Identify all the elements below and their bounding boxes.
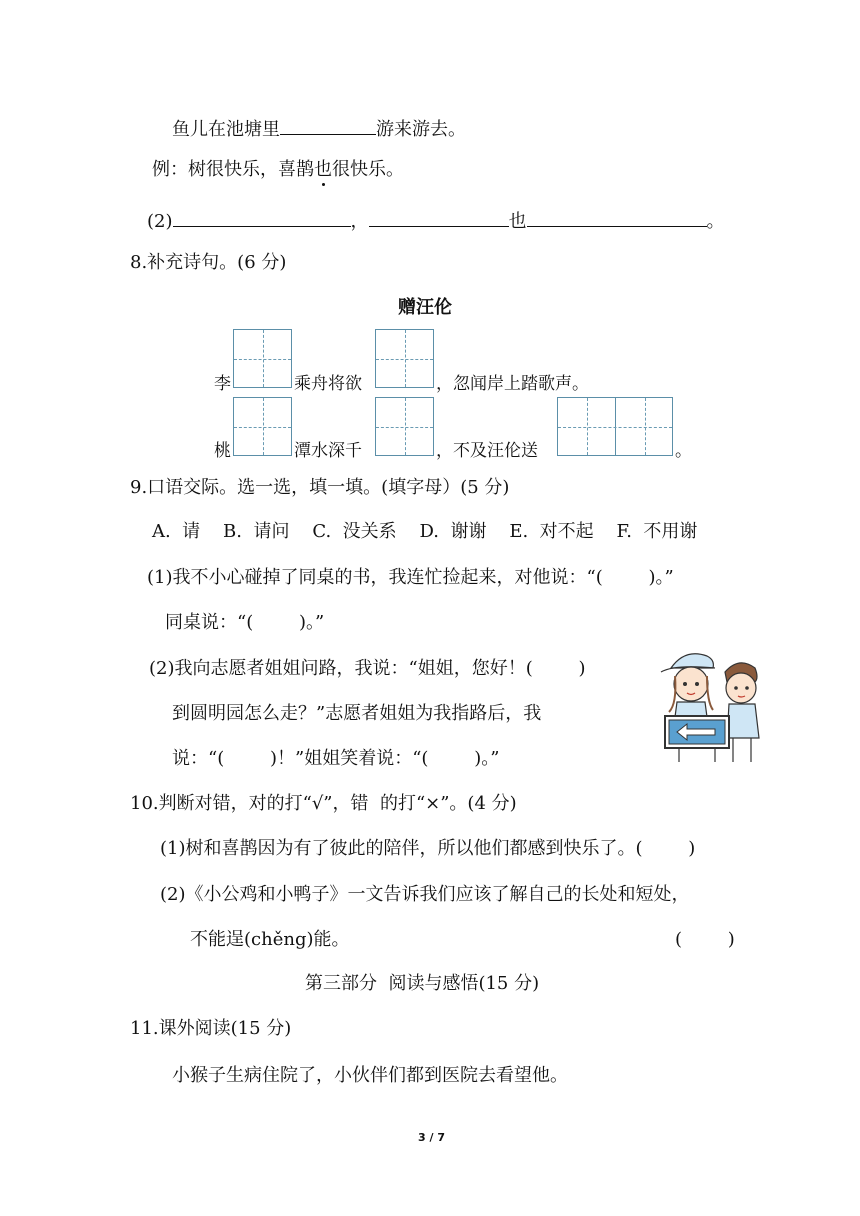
poem-line-2-end: 。 (675, 441, 692, 461)
question-8-heading: 8.补充诗句。(6 分) (130, 252, 287, 273)
fill-sentence-2 (147, 208, 725, 234)
question-9-item-1-reply: 同桌说：“( )。” (165, 612, 325, 633)
fill-sentence-fish (172, 116, 466, 142)
poem-line-1-end: ，忽闻岸上踏歌声。 (436, 374, 589, 394)
poem-line-2-mid: ，不及汪伦送 (436, 441, 538, 461)
question-10-item-1: (1)树和喜鹊因为有了彼此的陪伴，所以他们都感到快乐了。( ) (160, 838, 696, 859)
question-9-options: A. 请 B. 请问 C. 没关系 D. 谢谢 E. 对不起 F. 不用谢 (152, 521, 698, 542)
section-heading: 第三部分 阅读与感悟(15 分) (305, 973, 540, 994)
poem-line-2-char: 桃 (214, 441, 231, 461)
item-number: (2) (147, 211, 173, 232)
grid-answer-box[interactable] (233, 329, 292, 388)
text-fragment: 也 (508, 211, 527, 232)
poem-title: 赠汪伦 (398, 297, 452, 318)
page-number: 3 / 7 (418, 1131, 445, 1144)
answer-blank[interactable] (369, 208, 509, 227)
question-11-heading: 11.课外阅读(15 分) (130, 1018, 292, 1039)
answer-blank[interactable] (173, 208, 351, 227)
question-10-item-2: (2)《小公鸡和小鸭子》一文告诉我们应该了解自己的长处和短处， (160, 884, 690, 905)
question-10-item-2-cont: 不能逞(chěng)能。 (190, 929, 350, 950)
question-9-heading: 9.口语交际。选一选，填一填。(填字母）(5 分) (130, 477, 510, 498)
answer-blank[interactable] (527, 208, 707, 227)
children-with-sign-illustration (655, 642, 775, 764)
grid-answer-box[interactable] (233, 397, 292, 456)
question-9-item-2-end: 说：“( )！”姐姐笑着说：“( )。” (172, 748, 500, 769)
text-fragment: ， (350, 211, 369, 232)
poem-line-1-text: 乘舟将欲 (294, 374, 362, 394)
text-fragment: 例：树很快乐，喜鹊 (152, 159, 314, 180)
question-10-heading: 10.判断对错，对的打“√”，错 的打“×”。(4 分) (130, 793, 517, 814)
poem-line-2-text: 潭水深千 (294, 441, 362, 461)
text-fragment: 很快乐。 (332, 159, 404, 180)
answer-parentheses[interactable]: ( ) (675, 929, 735, 950)
reading-passage-line: 小猴子生病住院了，小伙伴们都到医院去看望他。 (172, 1065, 568, 1086)
question-9-item-2: (2)我向志愿者姐姐问路，我说：“姐姐，您好！( ) (149, 658, 586, 679)
question-9-item-2-cont: 到圆明园怎么走？”志愿者姐姐为我指路后，我 (172, 703, 542, 724)
example-sentence (152, 158, 404, 182)
answer-blank[interactable] (280, 116, 376, 135)
emphasis-character: 也 (314, 159, 332, 180)
text-fragment: 。 (706, 211, 725, 232)
grid-answer-box-double[interactable] (557, 397, 673, 456)
poem-line-1-char: 李 (214, 374, 231, 394)
text-fragment: 鱼儿在池塘里 (172, 119, 280, 140)
grid-answer-box[interactable] (375, 397, 434, 456)
grid-answer-box[interactable] (375, 329, 434, 388)
text-fragment: 游来游去。 (376, 119, 466, 140)
question-9-item-1: (1)我不小心碰掉了同桌的书，我连忙捡起来，对他说：“( )。” (147, 567, 674, 588)
